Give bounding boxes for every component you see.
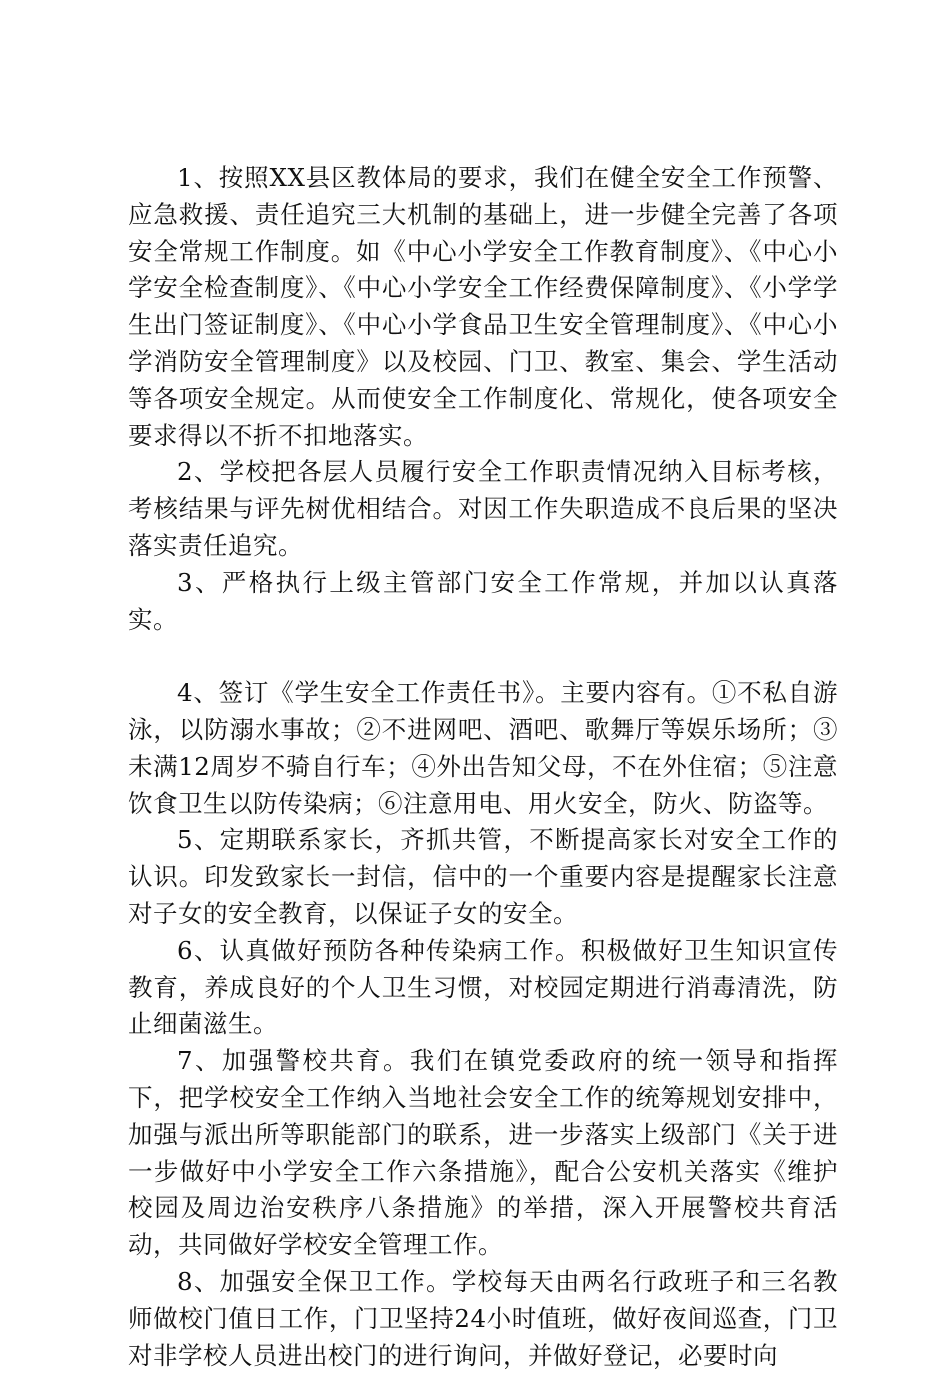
paragraph-1: 1、按照XX县区教体局的要求，我们在健全安全工作预警、应急救援、责任追究三大机制的基础上，进一步健全完善了各项安全常规工作制度。如《中心小学安全工作教育制度》、《中心小学安全检查制度》、《中心小学安全工作经费保障制度》、《小学学生出门签证制度》、《中心小学食品卫生安全管理制度》、《中心小学消防安全管理制度》以及校园、门卫、教室、集会、学生活动等各项安全规定。从而使安全工作制度化、常规化，使各项安全要求得以不折不扣地落实。 [128,163,838,450]
paragraph-4: 4、签订《学生安全工作责任书》。主要内容有。①不私自游泳，以防溺水事故；②不进网吧、酒吧、歌舞厅等娱乐场所；③未满12周岁不骑自行车；④外出告知父母，不在外住宿；⑤注意饮食卫生以防传染病；⑥注意用电、用火安全，防火、防盗等。 [128,678,838,818]
paragraph-3: 3、严格执行上级主管部门安全工作常规，并加以认真落实。 [128,567,838,634]
paragraph-6: 6、认真做好预防各种传染病工作。积极做好卫生知识宣传教育，养成良好的个人卫生习惯，对校园定期进行消毒清洗，防止细菌滋生。 [128,935,838,1039]
paragraph-5: 5、定期联系家长，齐抓共管，不断提高家长对安全工作的认识。印发致家长一封信，信中的一个重要内容是提醒家长注意对子女的安全教育，以保证子女的安全。 [128,825,838,928]
paragraph-2: 2、学校把各层人员履行安全工作职责情况纳入目标考核，考核结果与评先树优相结合。对因工作失职造成不良后果的坚决落实责任追究。 [128,457,838,560]
paragraph-8: 8、加强安全保卫工作。学校每天由两名行政班子和三名教师做校门值日工作，门卫坚持24小时值班，做好夜间巡查，门卫对非学校人员进出校门的进行询问，并做好登记，必要时向 [128,1266,838,1370]
blank-line [128,638,838,675]
paragraph-7: 7、加强警校共育。我们在镇党委政府的统一领导和指挥下，把学校安全工作纳入当地社会安全工作的统筹规划安排中，加强与派出所等职能部门的联系，进一步落实上级部门《关于进一步做好中小学安全工作六条措施》，配合公安机关落实《维护校园及周边治安秩序八条措施》的举措，深入开展警校共育活动，共同做好学校安全管理工作。 [128,1046,838,1260]
document-body [128,160,838,1374]
